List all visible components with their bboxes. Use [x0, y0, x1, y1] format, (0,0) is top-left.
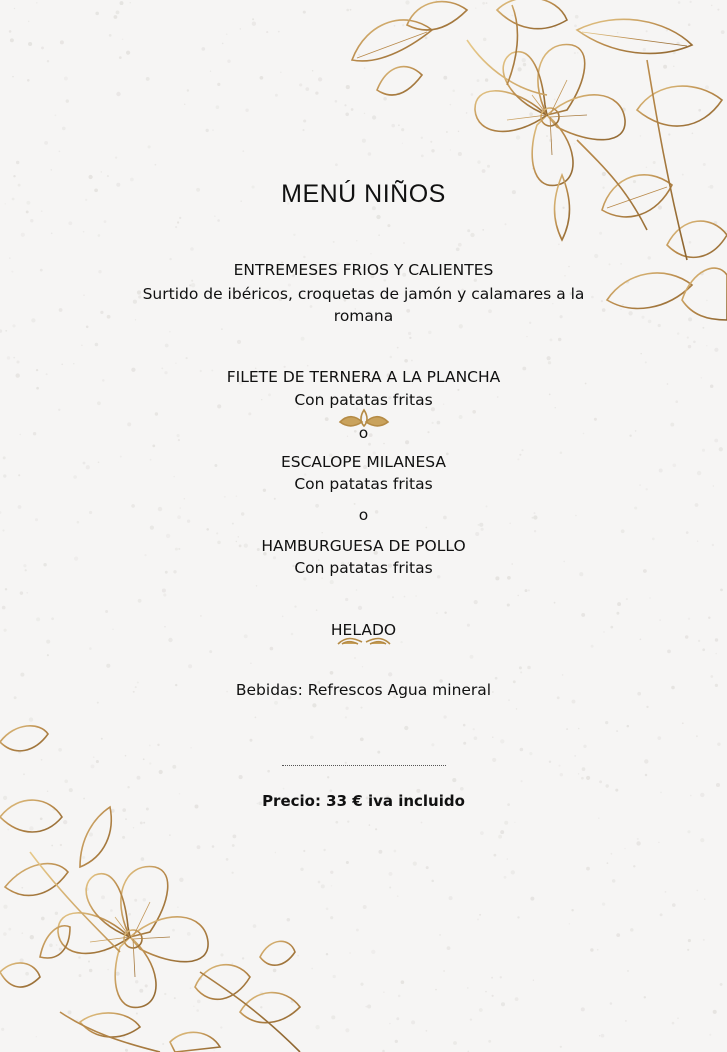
- main-course-1-description: Con patatas fritas: [294, 391, 433, 409]
- main-course-2-description: Con patatas fritas: [294, 475, 433, 493]
- entrees-description-line-2: romana: [333, 307, 394, 325]
- page-title: MENÚ NIÑOS: [281, 180, 446, 208]
- main-course-3-description: Con patatas fritas: [294, 559, 433, 577]
- or-separator-2: o: [358, 506, 369, 524]
- entrees-heading: ENTREMESES FRIOS Y CALIENTES: [233, 261, 494, 279]
- divider-line: [282, 765, 446, 766]
- dessert: HELADO: [330, 621, 397, 639]
- main-course-2: ESCALOPE MILANESA: [280, 453, 447, 471]
- ornament-divider-icon: [336, 632, 392, 648]
- entrees-description-line-1: Surtido de ibéricos, croquetas de jamón y calamares a la: [142, 285, 585, 303]
- or-separator-1: o: [358, 424, 369, 442]
- main-course-1: FILETE DE TERNERA A LA PLANCHA: [226, 368, 501, 386]
- price: Precio: 33 € iva incluido: [262, 792, 465, 810]
- floral-decoration-bottom: [0, 722, 330, 1052]
- drinks: Bebidas: Refrescos Agua mineral: [235, 681, 492, 699]
- main-course-3: HAMBURGUESA DE POLLO: [261, 537, 466, 555]
